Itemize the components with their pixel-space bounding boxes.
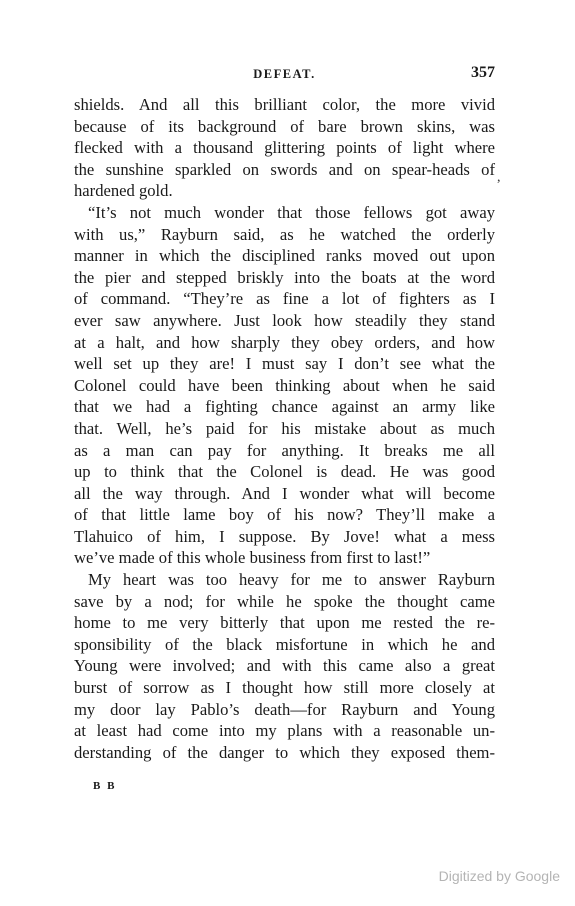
text-line: shields. And all this brilliant color, the more vivid: [74, 95, 495, 114]
text-line: we’ve made of this whole business from first to last!”: [74, 548, 431, 568]
text-line: all the way through. And I wonder what will become: [74, 483, 495, 503]
text-line: burst of sorrow as I thought how still more closely at: [74, 678, 495, 698]
text-line: home to me very bitterly that upon me rested the re-: [74, 613, 495, 633]
text-line: manner in which the disciplined ranks moved out upon: [74, 246, 495, 266]
text-line: of that little lame boy of his now? They’ll make a: [74, 505, 495, 525]
text-line: flecked with a thousand glittering points of light where: [74, 138, 495, 158]
text-line: ever saw anywhere. Just look how steadily they stand: [74, 310, 495, 330]
body-text: [74, 94, 495, 763]
text-line: at a halt, and how sharply they obey orders, and how: [74, 332, 495, 352]
text-line: because of its background of bare brown skins, was: [74, 116, 495, 136]
running-head: [74, 64, 495, 86]
text-line: that we had a fighting chance against an army like: [74, 397, 495, 417]
text-line: sponsibility of the black misfortune in which he and: [74, 634, 495, 654]
text-line: my door lay Pablo’s death—for Rayburn and Young: [74, 699, 495, 719]
text-line: save by a nod; for while he spoke the thought came: [74, 591, 495, 611]
page-number: 357: [471, 64, 495, 81]
text-line: Young were involved; and with this came also a great: [74, 656, 495, 676]
margin-mark: ,: [497, 170, 501, 185]
text-line: up to think that the Colonel is dead. He was good: [74, 462, 495, 482]
text-line: with us,” Rayburn said, as he watched the orderly: [74, 224, 495, 244]
running-title: DEFEAT.: [253, 67, 316, 81]
text-line: that. Well, he’s paid for his mistake about as much: [74, 418, 495, 438]
signature-mark: B B: [93, 780, 117, 792]
text-line: as a man can pay for anything. It breaks me all: [74, 440, 495, 460]
text-line: of command. “They’re as fine a lot of fighters as I: [74, 289, 495, 309]
text-line: the pier and stepped briskly into the boats at the word: [74, 267, 495, 287]
text-line: well set up they are! I must say I don’t see what the: [74, 354, 495, 374]
text-line: the sunshine sparkled on swords and on spear-heads of: [74, 159, 495, 179]
text-line: at least had come into my plans with a reasonable un-: [74, 721, 495, 741]
text-line: hardened gold.: [74, 181, 173, 201]
text-line: “It’s not much wonder that those fellows got away: [88, 202, 495, 222]
text-line: My heart was too heavy for me to answer Rayburn: [88, 570, 495, 590]
text-line: derstanding of the danger to which they exposed them-: [74, 742, 495, 762]
text-line: Tlahuico of him, I suppose. By Jove! what a mess: [74, 526, 495, 546]
watermark-text: Digitized by Google: [438, 868, 560, 884]
text-line: Colonel could have been thinking about when he said: [74, 375, 495, 395]
